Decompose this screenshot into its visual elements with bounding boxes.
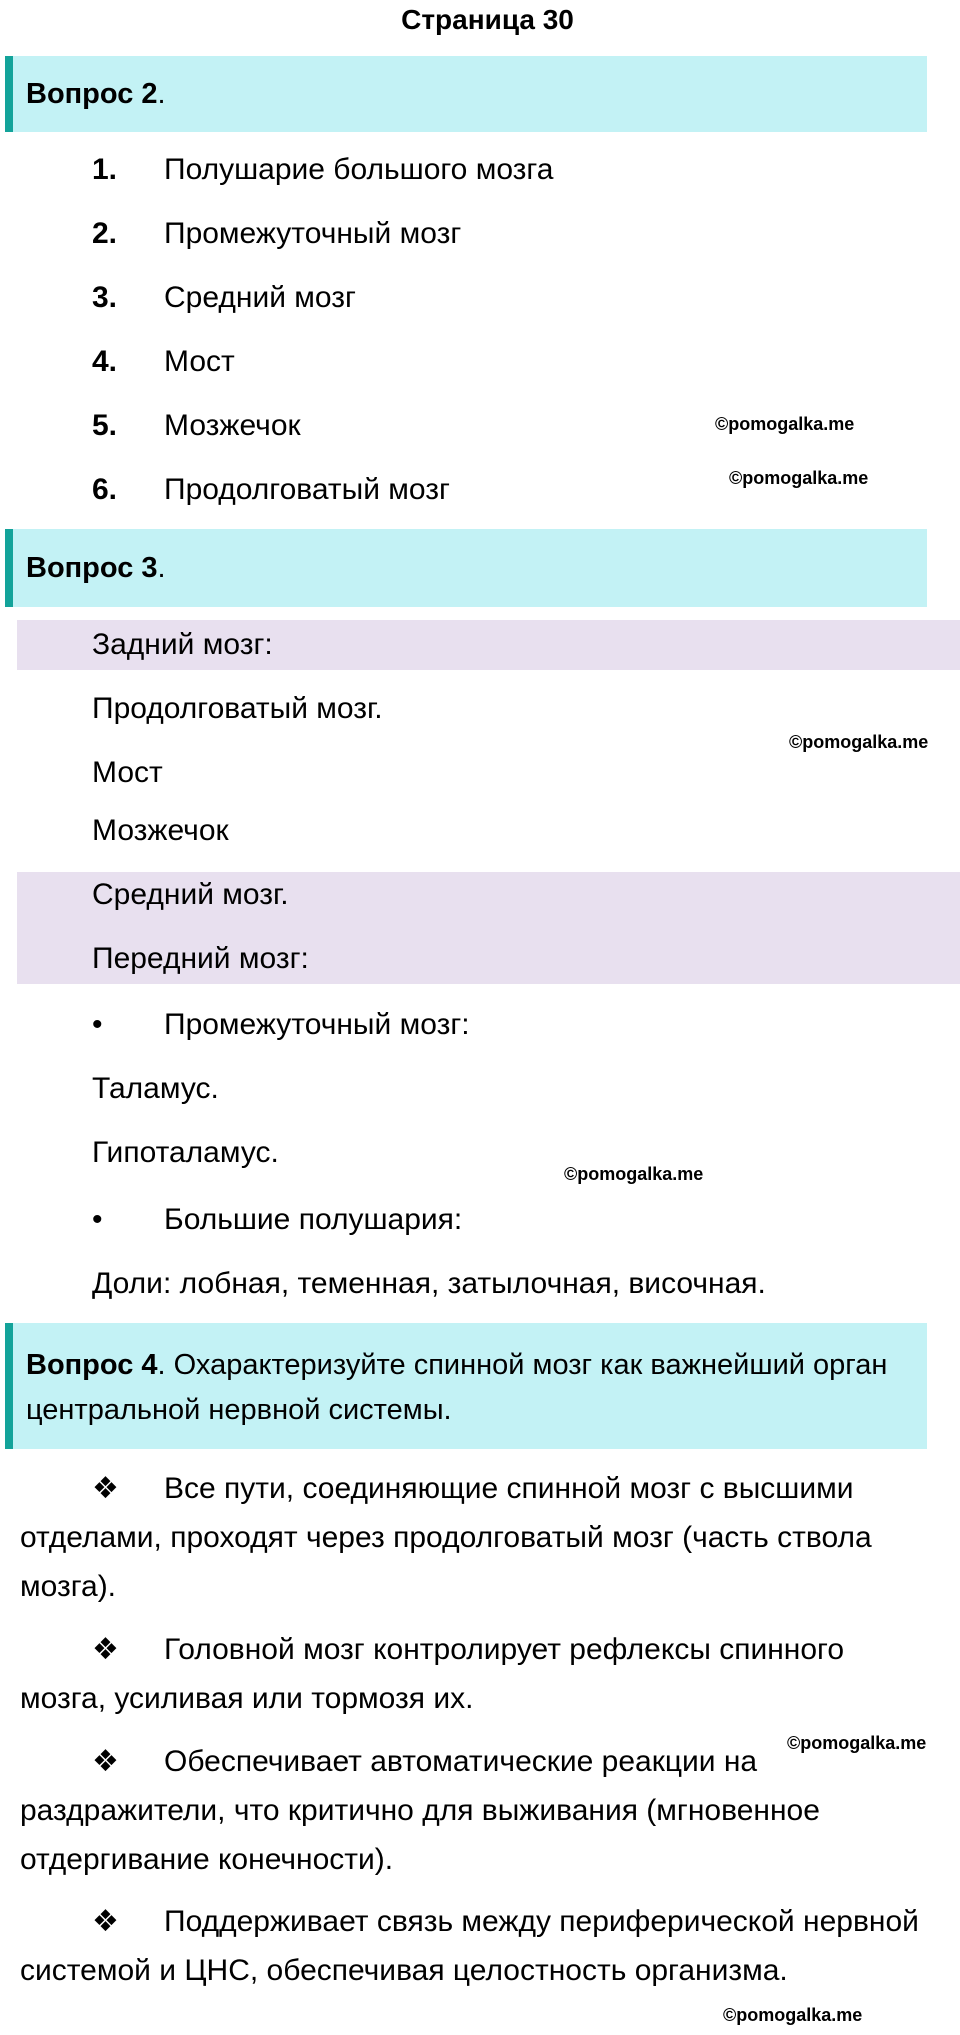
answer-point [20, 1737, 935, 1884]
bullet-item [92, 1200, 462, 1240]
question-4-header [5, 1323, 927, 1449]
watermark: ©pomogalka.me [564, 1164, 704, 1184]
text-line: Гипоталамус. [92, 1136, 279, 1169]
question-2-punct: . [157, 78, 166, 110]
list-item [92, 406, 301, 446]
watermark: ©pomogalka.me [729, 468, 869, 488]
bullet-text: Промежуточный мозг: [164, 1008, 470, 1041]
list-item-number: 4. [92, 345, 118, 378]
question-3-header [5, 529, 927, 607]
list-item-text: Промежуточный мозг [164, 217, 462, 250]
diamond-icon: ❖ [92, 1905, 119, 1938]
list-item-number: 3. [92, 281, 118, 314]
list-item-text: Средний мозг [164, 281, 356, 314]
diamond-icon: ❖ [92, 1472, 119, 1505]
list-item-text: Продолговатый мозг [164, 473, 450, 506]
list-item-number: 5. [92, 409, 118, 442]
question-3-punct: . [157, 552, 166, 584]
answer-point-text: Головной мозг контролирует рефлексы спинного мозга, усиливая или тормозя их. [20, 1633, 845, 1715]
text-line: Мозжечок [92, 814, 229, 847]
list-item [92, 150, 553, 190]
question-2-header [5, 56, 927, 132]
list-item-text: Мост [164, 345, 235, 378]
question-2-label: Вопрос 2 [26, 78, 158, 110]
bullet-icon: • [92, 1008, 103, 1041]
question-4-text: . Охарактеризуйте спинной мозг как важнейший орган центральной нервной системы. [26, 1349, 888, 1426]
bullet-text: Большие полушария: [164, 1203, 463, 1236]
list-item-number: 1. [92, 153, 118, 186]
answer-point [20, 1625, 935, 1723]
answer-point-text: Все пути, соединяющие спинной мозг с высшими отделами, проходят через продолговатый мозг (часть ствола мозга). [20, 1472, 872, 1603]
answer-point-text: Обеспечивает автоматические реакции на раздражители, что критично для выживания (мгновенное отдергивание конечности). [20, 1745, 820, 1876]
watermark: ©pomogalka.me [787, 1733, 927, 1753]
answer-point-text: Поддерживает связь между периферической нервной системой и ЦНС, обеспечивая целостность организма. [20, 1905, 919, 1987]
question-3-label: Вопрос 3 [26, 552, 158, 584]
page-title: Страница 30 [401, 4, 574, 35]
text-line: Передний мозг: [92, 942, 309, 975]
list-item-number: 2. [92, 217, 118, 250]
bullet-icon: • [92, 1203, 103, 1236]
answer-point [20, 1464, 935, 1611]
list-item [92, 278, 356, 318]
text-line: Задний мозг: [92, 628, 273, 661]
list-item [92, 470, 450, 510]
bullet-item [92, 1005, 470, 1045]
list-item [92, 342, 235, 382]
list-item-text: Мозжечок [164, 409, 301, 442]
text-line: Мост [92, 756, 163, 789]
text-line: Доли: лобная, теменная, затылочная, височная. [92, 1267, 766, 1300]
watermark: ©pomogalka.me [789, 732, 929, 752]
list-item [92, 214, 461, 254]
list-item-number: 6. [92, 473, 118, 506]
text-line: Средний мозг. [92, 878, 289, 911]
question-4-label: Вопрос 4 [26, 1349, 158, 1381]
answer-point [20, 1897, 935, 1995]
text-line: Таламус. [92, 1072, 219, 1105]
diamond-icon: ❖ [92, 1633, 119, 1666]
watermark: ©pomogalka.me [715, 414, 855, 434]
text-line: Продолговатый мозг. [92, 692, 383, 725]
list-item-text: Полушарие большого мозга [164, 153, 554, 186]
diamond-icon: ❖ [92, 1745, 119, 1778]
watermark: ©pomogalka.me [723, 2005, 863, 2025]
